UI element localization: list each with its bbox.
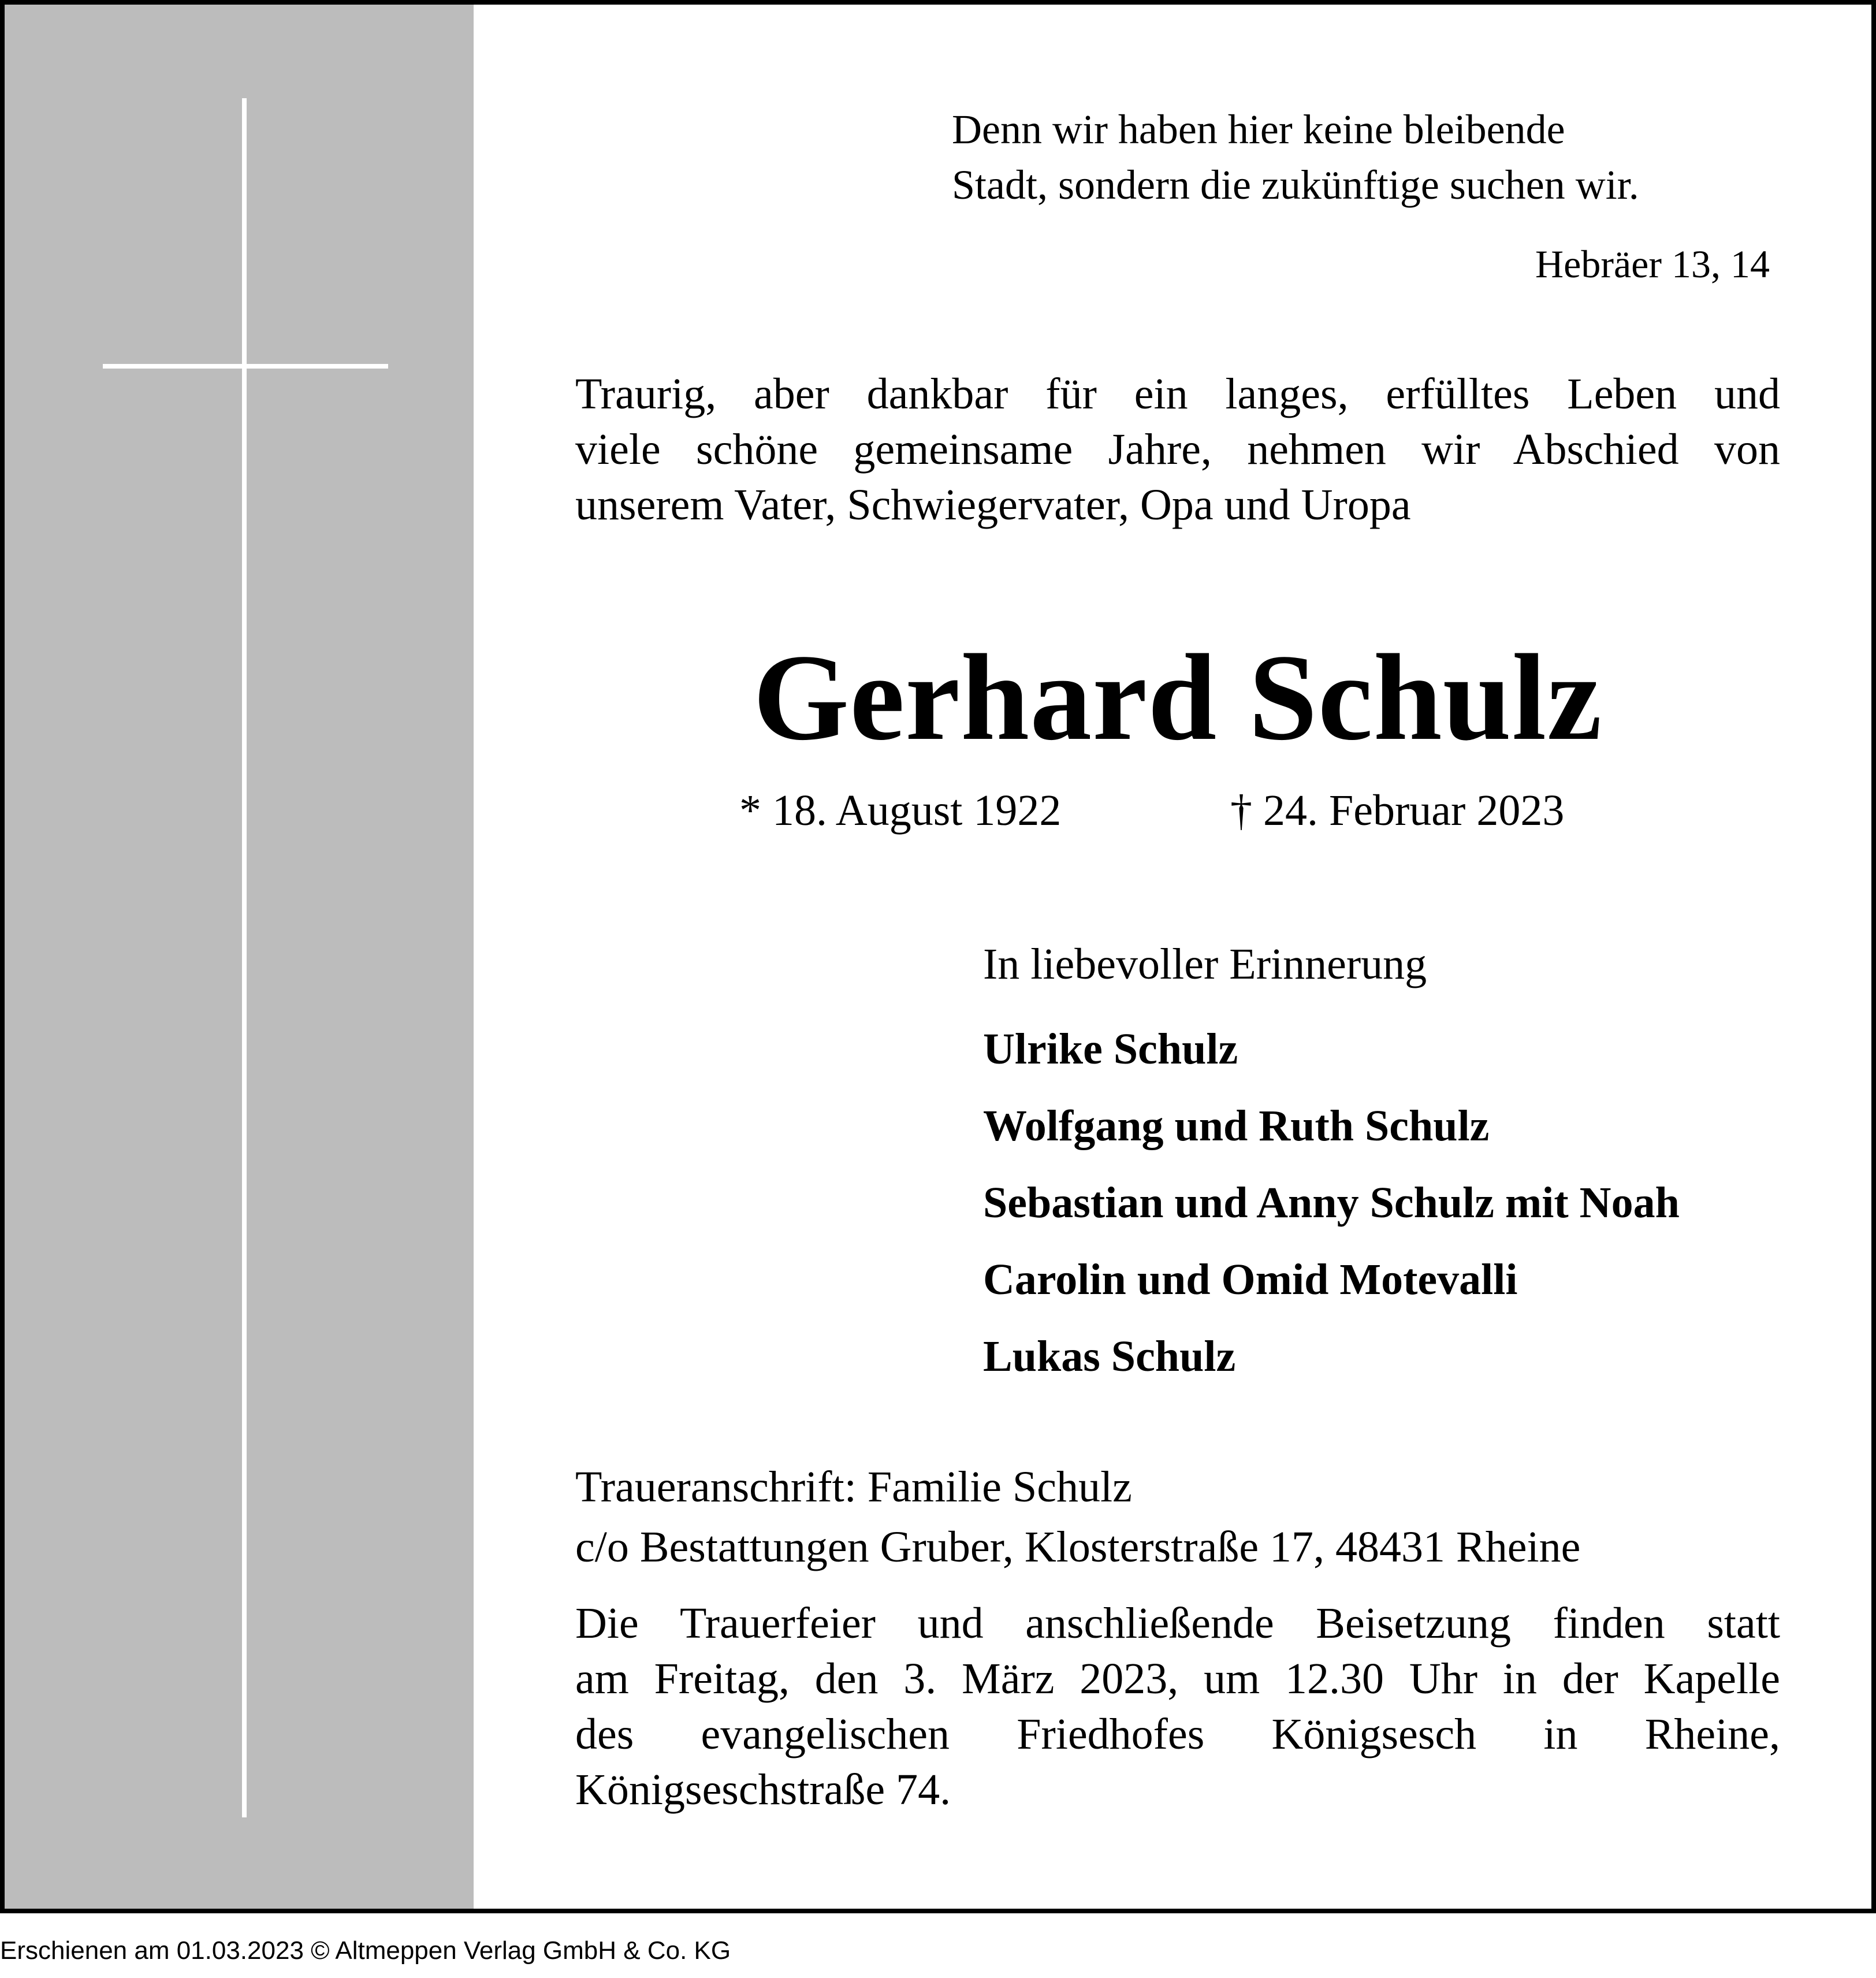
mourner-name: Carolin und Omid Motevalli [983, 1255, 1518, 1304]
funeral-service-info [575, 1596, 1780, 1817]
mourner-name: Wolfgang und Ruth Schulz [983, 1102, 1490, 1150]
cross-icon [242, 98, 247, 1817]
deceased-name: Gerhard Schulz [753, 629, 1603, 766]
service-line: des evangelischen Friedhofes Königsesch in Rheine, [575, 1710, 1780, 1758]
publication-footer: Erschienen am 01.03.2023 © Altmeppen Verlag GmbH & Co. KG [0, 1936, 731, 1965]
mourner-name: Lukas Schulz [983, 1332, 1236, 1381]
bible-verse [952, 102, 1639, 213]
verse-line: Stadt, sondern die zukünftige suchen wir. [952, 162, 1639, 208]
service-line: am Freitag, den 3. März 2023, um 12.30 Uhr in der Kapelle [575, 1654, 1780, 1703]
death-date: † 24. Februar 2023 [1230, 786, 1565, 835]
mourning-address [575, 1457, 1580, 1577]
intro-line: viele schöne gemeinsame Jahre, nehmen wir Abschied von [575, 425, 1780, 474]
verse-reference: Hebräer 13, 14 [1535, 242, 1770, 286]
mourners-list [983, 1020, 1680, 1404]
memory-heading: In liebevoller Erinnerung [983, 940, 1427, 988]
service-line: Königseschstraße 74. [575, 1765, 951, 1814]
intro-text [575, 366, 1780, 533]
sidebar-panel [5, 5, 474, 1909]
service-line: Die Trauerfeier und anschließende Beisetzung finden statt [575, 1599, 1780, 1648]
verse-line: Denn wir haben hier keine bleibende [952, 106, 1565, 153]
intro-line: unserem Vater, Schwiegervater, Opa und Uropa [575, 481, 1411, 529]
address-line: c/o Bestattungen Gruber, Klosterstraße 17, 48431 Rheine [575, 1523, 1581, 1571]
intro-line: Traurig, aber dankbar für ein langes, erfülltes Leben und [575, 370, 1780, 418]
cross-icon-crossbar [103, 364, 388, 369]
address-line: Traueranschrift: Familie Schulz [575, 1463, 1132, 1511]
birth-date: * 18. August 1922 [739, 786, 1062, 835]
mourner-name: Ulrike Schulz [983, 1025, 1238, 1073]
mourner-name: Sebastian und Anny Schulz mit Noah [983, 1178, 1680, 1227]
